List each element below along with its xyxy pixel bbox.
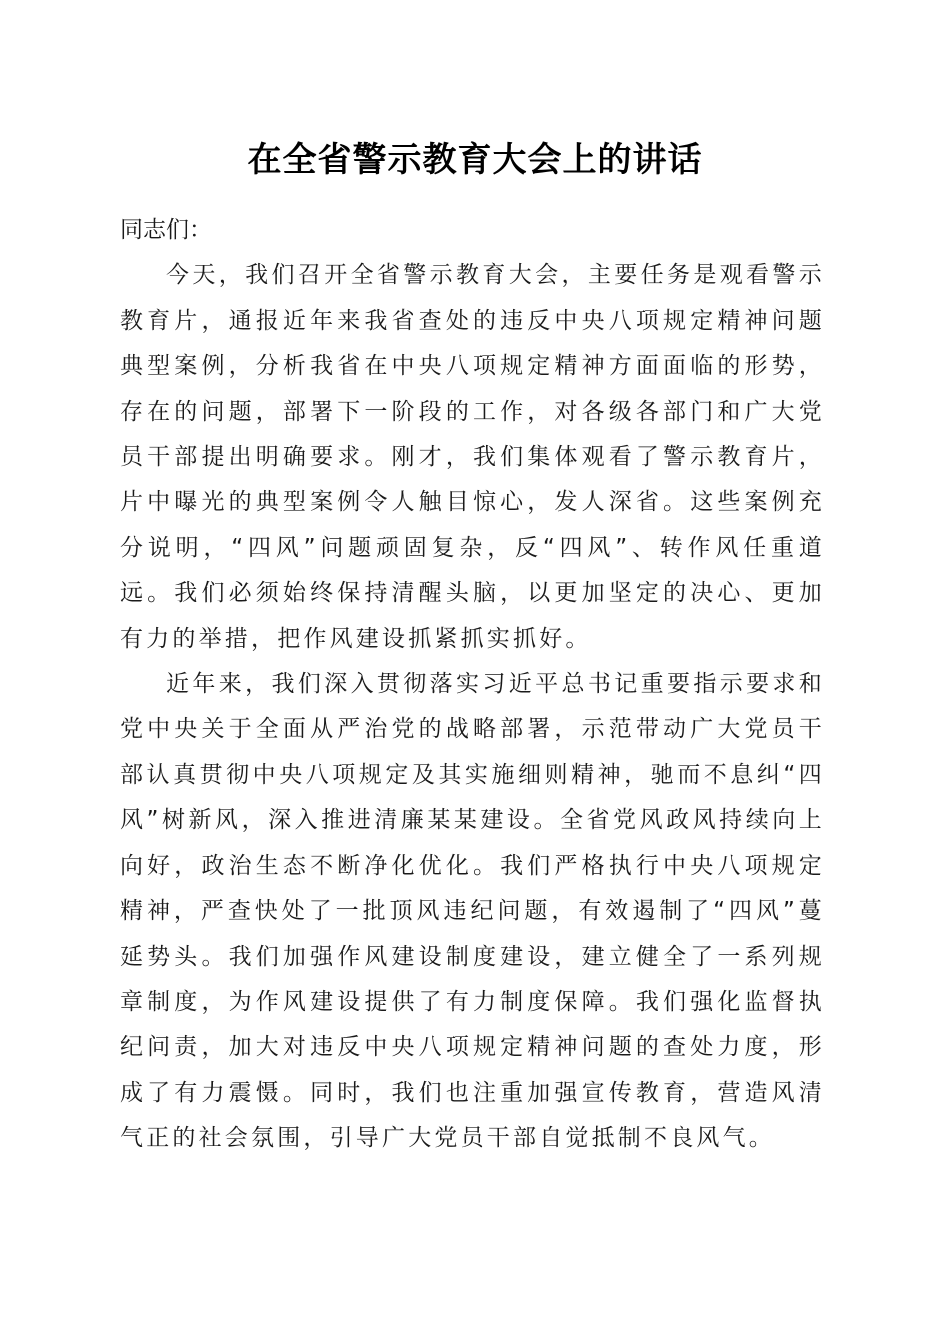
- paragraph-2: 近年来，我们深入贯彻落实习近平总书记重要指示要求和党中央关于全面从严治党的战略部署，示范带动广大党员干部认真贯彻中央八项规定及其实施细则精神，驰而不息纠“四风”树新风，深入推进清廉某某建设。全省党风政风持续向上向好，政治生态不断净化优化。我们严格执行中央八项规定精神，严查快处了一批顶风违纪问题，有效遏制了“四风”蔓延势头。我们加强作风建设制度建设，建立健全了一系列规章制度，为作风建设提供了有力制度保障。我们强化监督执纪问责，加大对违反中央八项规定精神问题的查处力度，形成了有力震慑。同时，我们也注重加强宣传教育，营造风清气正的社会氛围，引导广大党员干部自觉抵制不良风气。: [120, 671, 825, 1152]
- paragraph-1: 今天，我们召开全省警示教育大会，主要任务是观看警示教育片，通报近年来我省查处的违反中央八项规定精神问题典型案例，分析我省在中央八项规定精神方面面临的形势，存在的问题，部署下一阶段的工作，对各级各部门和广大党员干部提出明确要求。刚才，我们集体观看了警示教育片，片中曝光的典型案例令人触目惊心，发人深省。这些案例充分说明，“四风”问题顽固复杂，反“四风”、转作风任重道远。我们必须始终保持清醒头脑，以更加坚定的决心、更加有力的举措，把作风建设抓紧抓实抓好。: [120, 262, 825, 652]
- document-title: 在全省警示教育大会上的讲话: [247, 140, 703, 180]
- document-body: [120, 208, 825, 1162]
- salutation: 同志们：: [120, 217, 212, 243]
